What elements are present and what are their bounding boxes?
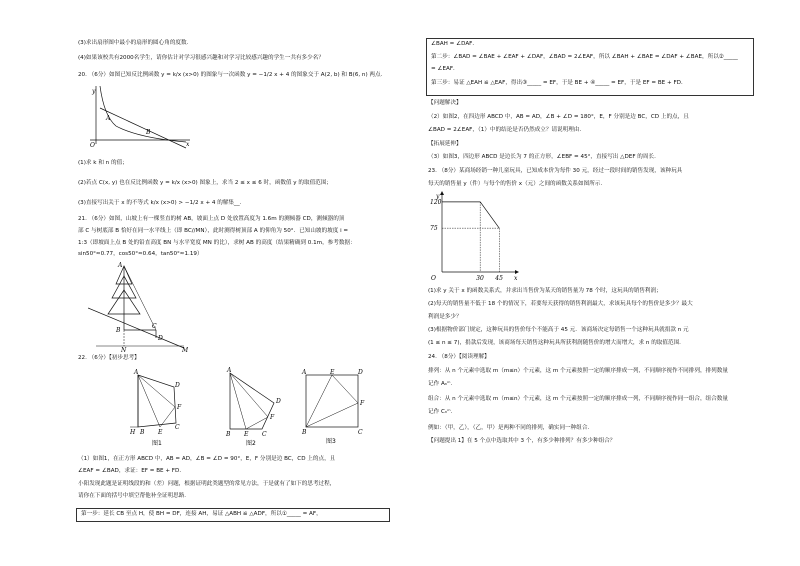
proof-step1: 第一步：延长 CB 至点 H，使 BH = DF，连接 AH，易证 △ABH ≌ △ADF，所以①_____ = AF， xyxy=(81,511,322,517)
q23-line1: 23. （8分）某商场经销一种儿童玩具，已知成本价为每件 30 元，经过一段时间的销售发现，该种玩具 xyxy=(428,168,683,174)
svg-text:A: A xyxy=(227,367,232,374)
proof-step1-end: ∠BAH = ∠DAF． xyxy=(431,41,478,47)
svg-text:D: D xyxy=(175,382,180,389)
q23-part3-line2: (1 ≤ n ≤ 7)，捐款后发现，该商场每天销售这种玩具所获利润随售价的增大而增大，求 n 的取值范围. xyxy=(428,340,681,346)
q21-line3: 1:3（即坡面上点 B 处的铅直高度 BN 与水平宽度 MN 的比），求树 AB 的高度（结果精确到 0.1m，参考数据： xyxy=(78,240,356,246)
q22-part1-line3: 小阳发现此题是证明线段的和（差）问题，根据证明此类题型的常见方法，于是就有了如下的思考过程， xyxy=(78,481,336,487)
q22-figure-2 xyxy=(220,367,286,447)
proof-step2: 第二步：∠BAD = ∠BAE + ∠EAF + ∠DAF，∠BAD = 2∠EAF，所以 ∠BAH + ∠BAE = ∠DAF + ∠BAE，所以②_____ xyxy=(431,54,738,60)
q21-line2: 部 C 与树底部 B 恰好在同一水平线上（即 BC//MN），此时测得树顶部 A 的仰角为 50°．已知山坡的坡度 i = xyxy=(78,228,349,234)
q22-figure-1 xyxy=(130,367,192,447)
svg-text:F: F xyxy=(270,414,275,421)
q24-question1: 【问题提出 1】在 5 个点中选取其中 3 个，有多少种排列？有多少种组合？ xyxy=(428,438,616,444)
svg-text:C: C xyxy=(358,429,363,436)
q23-part1: (1)求 y 关于 x 的函数关系式，并求出当售价为某天的销售量为 78 个时，这玩具的销售利润； xyxy=(428,288,662,294)
q24-combination-line2: 记作 Cₙᵐ. xyxy=(428,409,453,415)
q20-graph xyxy=(86,84,194,152)
y-tick-label-1: 120 xyxy=(430,198,442,206)
svg-text:F: F xyxy=(177,404,182,411)
q24-combination-line1: 组合：从 n 个元素中选取 m（m≤n）个元素，这 m 个元素按照一定的顺序排成一列，不同顺序视作同一组合，组合数量 xyxy=(428,396,728,402)
proof-step2-end: = ∠EAF． xyxy=(431,66,459,72)
q22-part1-line4: 请你在下面的括号中填空帮他补全证明思路. xyxy=(78,493,187,499)
q21-tree-slope-figure xyxy=(88,262,188,352)
svg-text:C: C xyxy=(262,431,267,438)
x-tick-label-1: 45 xyxy=(495,275,503,282)
svg-text:y: y xyxy=(92,88,96,95)
q19-part4: (4)如果该校共有2000名学生，请你估计对学习很感兴趣和对学习比较感兴趣的学生一共有多少名？ xyxy=(78,55,324,61)
fig3-caption: 图3 xyxy=(326,438,336,445)
q24-permutation-line2: 记作 Aₙᵐ. xyxy=(428,381,453,387)
q22-heading: 22. （6分）【初步思考】 xyxy=(78,355,140,361)
q22-figure-3 xyxy=(300,367,366,447)
q21-line1: 21. （6分）如图，山坡上有一棵竖直的树 AB，坡面上点 D 处放置高度为 1.6m 的测倾器 CD，测倾器的顶 xyxy=(78,216,345,222)
y-axis-arrow xyxy=(440,191,444,195)
svg-text:x: x xyxy=(186,141,190,148)
fig1-caption: 图1 xyxy=(152,440,162,447)
svg-text:B: B xyxy=(146,129,151,136)
svg-text:O: O xyxy=(90,142,95,149)
q24-heading: 24. （8分）【阅读理解】 xyxy=(428,354,490,360)
svg-text:E: E xyxy=(244,431,249,438)
fig2-caption: 图2 xyxy=(246,440,256,447)
svg-text:A: A xyxy=(106,115,111,122)
q23-line2: 每天的销售量 y（件）与每个的售价 x（元）之间的函数关系如图所示. xyxy=(428,181,603,187)
svg-text:B: B xyxy=(302,429,307,436)
q24-example: 例如：（甲，乙），（乙，甲）是两种不同的排列，确实同一种组合. xyxy=(428,425,590,431)
q23-part3-line1: (3)根据物价部门规定，这种玩具的售价每个不能高于 45 元．该商场决定每销售一个这种玩具就捐款 n 元 xyxy=(428,327,689,333)
q20-stem: 20. （6分）如图已知反比例函数 y = k/x (x>0) 的图象与一次函数 y = −1/2 x + 4 的图象交于 A(2, b) 和 B(6, n) 两点. xyxy=(78,72,383,78)
svg-text:B: B xyxy=(116,327,121,334)
proof-step3: 第三步：易证 △EAH ≌ △EAF，得出③_____ = EF，于是 BE + ④_____ = EF，于是 EF = BE + FD． xyxy=(431,80,687,86)
series-line-decreasing xyxy=(480,202,499,228)
q22-part2-line1: （2）如图2，在四边形 ABCD 中，AB = AD，∠B + ∠D = 180°，E，F 分别是边 BC，CD 上的点，且 xyxy=(428,114,689,120)
q23-part2-line2: 利润是多少？ xyxy=(428,314,462,320)
problem-solving-heading: 【问题解决】 xyxy=(428,100,462,106)
svg-text:N: N xyxy=(121,347,127,352)
y-tick-label-0: 75 xyxy=(430,225,438,233)
q22-part1-line2: ∠EAF = ∠BAD，求证：EF = BE + FD． xyxy=(78,468,185,474)
svg-text:D: D xyxy=(276,398,281,405)
q20-part2: (2)若点 C(x, y) 也在反比例函数 y = k/x (x>0) 图象上，求当 2 ≤ x ≤ 6 时，函数值 y 的取值范围； xyxy=(78,180,332,186)
svg-text:M: M xyxy=(182,347,188,352)
x-tick-label-0: 30 xyxy=(476,275,484,282)
svg-text:B: B xyxy=(140,429,145,436)
q24-permutation-line1: 排列：从 n 个元素中选取 m（m≤n）个元素，这 m 个元素按照一定的顺序排成一列，不同顺序视作不同排列，排列数量 xyxy=(428,368,728,374)
svg-text:A: A xyxy=(134,369,139,376)
q20-part1: (1)求 k 和 n 的值； xyxy=(78,160,128,166)
svg-text:C: C xyxy=(152,323,157,330)
q23-sales-chart xyxy=(430,190,520,282)
svg-text:E: E xyxy=(158,429,163,436)
svg-text:A: A xyxy=(302,369,307,376)
svg-text:C: C xyxy=(175,424,180,431)
q20-part3: (3)直接写出关于 x 的不等式 k/x (x>0) > −1/2 x + 4 的解集__. xyxy=(78,200,242,206)
svg-text:D: D xyxy=(358,369,363,376)
y-axis-label: y xyxy=(436,193,440,200)
q22-part3: （3）如图3，四边形 ABCD 是边长为 7 的正方形，∠EBF = 45°，直接写出 △DEF 的周长. xyxy=(428,154,656,160)
svg-text:D: D xyxy=(158,335,163,342)
svg-text:E: E xyxy=(330,369,335,376)
extension-heading: 【拓展延伸】 xyxy=(428,141,462,147)
x-axis-arrow xyxy=(515,270,519,274)
svg-text:H: H xyxy=(130,429,136,436)
x-axis-label: x xyxy=(514,275,518,282)
proof-steps-box-start xyxy=(76,508,390,522)
origin-label: O xyxy=(431,275,436,282)
proof-steps-box-continued xyxy=(426,38,754,96)
svg-text:F: F xyxy=(360,400,365,407)
q22-part2-line2: ∠BAD = 2∠EAF，（1）中的结论是否仍然成立？请说明理由. xyxy=(428,127,582,133)
svg-text:A: A xyxy=(118,262,123,269)
q19-part3: (3)求出扇形图中最小的扇形的圆心角的度数. xyxy=(78,40,189,46)
q22-part1-line1: （1）如图1，在正方形 ABCD 中，AB = AD，∠B = ∠D = 90°，E，F 分别是边 BC，CD 上的点，且 xyxy=(78,456,336,462)
svg-text:B: B xyxy=(226,431,231,438)
q21-line4: sin50°≈0.77，cos50°≈0.64，tan50°≈1.19） xyxy=(78,251,203,257)
q23-part2-line1: (2)每天的销售量不低于 18 个的情况下，若要每天获得的销售利润最大，求该玩具每个的售价是多少？最大 xyxy=(428,301,693,307)
